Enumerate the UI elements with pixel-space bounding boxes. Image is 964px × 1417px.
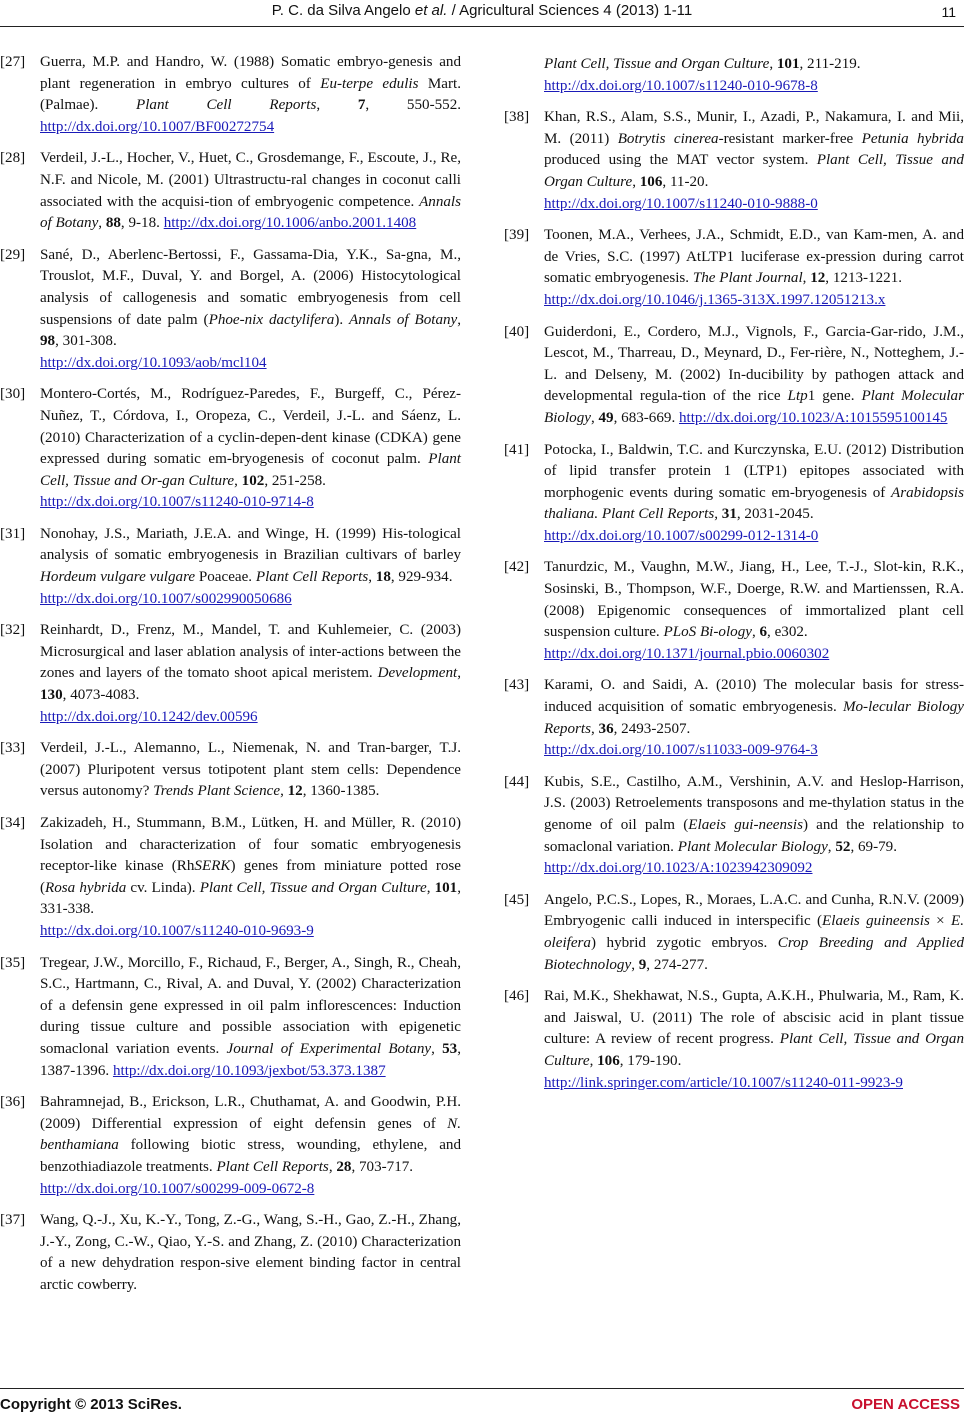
reference-link[interactable]: http://link.springer.com/article/10.1007/s11240-011-9923-9 bbox=[544, 1074, 903, 1091]
reference-separator: , bbox=[316, 97, 358, 114]
reference-separator: , bbox=[280, 783, 288, 800]
reference-volume: 7 bbox=[357, 97, 366, 114]
footer-rule bbox=[0, 1388, 964, 1389]
reference-journal: Plant Molecular Biology bbox=[677, 838, 828, 855]
reference-volume: 18 bbox=[375, 569, 391, 586]
reference-text: produced using the MAT vector system. bbox=[544, 152, 817, 169]
reference-item bbox=[0, 384, 461, 514]
reference-pages: , 683-669. bbox=[613, 409, 679, 426]
reference-authors: Nonohay, J.S., Mariath, J.E.A. and Winge, H. (1999) His-tological analysis of somatic embryogenesis in Brazilian cultivars of barley bbox=[40, 525, 461, 564]
reference-pages: , 9-18. bbox=[120, 215, 164, 232]
reference-pages: , 550-552. bbox=[365, 97, 462, 114]
reference-separator: , bbox=[590, 720, 599, 737]
reference-journal: Plant Cell, Tissue and Or-gan Culture bbox=[40, 451, 461, 489]
reference-journal: Plant Cell, Tissue and Organ Culture bbox=[544, 152, 964, 190]
reference-item bbox=[504, 557, 964, 665]
reference-text: cv. Linda). bbox=[126, 879, 200, 896]
reference-volume: 106 bbox=[597, 1052, 620, 1069]
reference-item bbox=[0, 813, 461, 943]
reference-item bbox=[504, 675, 964, 761]
reference-37-continuation: Plant Cell, Tissue and Organ Culture, 101, 211-219. http://dx.doi.org/10.1007/s11240-010-9678-8 bbox=[544, 56, 861, 94]
reference-number: [42] bbox=[504, 559, 530, 576]
reference-italic-term: E. oleifera bbox=[544, 913, 964, 951]
reference-number: [27] bbox=[0, 54, 26, 70]
page-number: 11 bbox=[941, 4, 956, 20]
reference-item bbox=[504, 986, 964, 1094]
reference-pages: , e302. bbox=[767, 624, 808, 641]
reference-journal: Plant Cell Reports bbox=[216, 1158, 329, 1175]
reference-volume: 31 bbox=[721, 506, 737, 523]
reference-separator: , bbox=[589, 1052, 598, 1069]
reference-number: [41] bbox=[504, 441, 530, 458]
reference-link[interactable]: http://dx.doi.org/10.1007/s11240-010-9888-0 bbox=[544, 195, 818, 212]
reference-item bbox=[0, 738, 461, 803]
reference-authors: Sané, D., Aberlenc-Bertossi, F., Gassama-Dia, Y.K., Sa-gna, M., Trouslot, M.F., Duval, Y. and Borgel, A. (2006) Histocytological analysis of callogenesis and somatic embryogenesis from cell suspensions of date palm ( bbox=[40, 246, 461, 328]
reference-authors: Reinhardt, D., Frenz, M., Mandel, T. and Kuhlemeier, C. (2003) Microsurgical and laser ablation analysis of inter-actions between the zones and layers of the tomato shoot apical meristem. bbox=[40, 622, 461, 682]
reference-authors: Verdeil, J.-L., Alemanno, L., Niemenak, N. and Tran-barger, T.J. (2007) Pluripotent versus totipotent plant stem cells: Dependence versus autonomy? bbox=[40, 740, 461, 800]
reference-separator: , bbox=[426, 879, 435, 896]
header-rule bbox=[0, 26, 964, 27]
reference-number: [37] bbox=[0, 1212, 26, 1229]
reference-item bbox=[504, 772, 964, 880]
reference-volume: 101 bbox=[434, 879, 458, 896]
reference-item bbox=[0, 620, 461, 728]
reference-pages: , 2493-2507. bbox=[613, 720, 691, 737]
reference-journal: Plant Cell Reports bbox=[136, 97, 317, 114]
reference-separator: , bbox=[632, 173, 640, 190]
reference-text: Poaceae. bbox=[195, 569, 256, 586]
reference-pages: , 1387-1396. bbox=[40, 1040, 461, 1079]
reference-authors: Bahramnejad, B., Erickson, L.R., Chuthamat, A. and Goodwin, P.H. (2009) Differential expression of eight defensin genes of bbox=[40, 1094, 461, 1132]
reference-text: 1 gene. bbox=[807, 388, 862, 405]
reference-number: [35] bbox=[0, 954, 26, 971]
reference-italic-term: Eu-terpe edulis bbox=[320, 75, 419, 92]
reference-number: [39] bbox=[504, 227, 530, 244]
reference-authors: Kubis, S.E., Castilho, A.M., Vershinin, A.V. and Heslop-Harrison, J.S. (2003) Retroelements transposons and me-thylation status in the genome of oil palm ( bbox=[544, 773, 964, 833]
reference-item bbox=[504, 225, 964, 311]
reference-link[interactable]: http://dx.doi.org/10.1007/s002990050686 bbox=[40, 590, 292, 607]
reference-text: ) genes from miniature potted rose ( bbox=[40, 858, 461, 896]
reference-authors: Tregear, J.W., Morcillo, F., Richaud, F., Berger, A., Singh, R., Cheah, S.C., Hartmann, C., Rival, A. and Duval, Y. (2002) Characterization of a defensin gene expressed in oil palm inflorescences: Induction during tissue culture and possible association with epigenetic somaclonal variation events. bbox=[40, 954, 461, 1057]
reference-journal: Annals of Botany bbox=[40, 193, 461, 232]
reference-separator: , bbox=[457, 311, 462, 328]
reference-number: [43] bbox=[504, 677, 530, 694]
reference-italic-term: N. benthamiana bbox=[40, 1115, 461, 1154]
reference-authors: Angelo, P.C.S., Lopes, R., Moraes, L.A.C. and Cunha, R.N.V. (2009) Embryogenic calli induced in interspecific ( bbox=[544, 891, 964, 930]
reference-journal: Mo-lecular Biology Reports bbox=[544, 699, 964, 737]
reference-authors: Tanurdzic, M., Vaughn, M.W., Jiang, H., Lee, T.-J., Slot-kin, R.K., Sosinski, B., Thompson, W.F., Doerge, R.W. and Martienssen, R.A. (2008) Epigenomic consequences of immortalized plant cell suspension culture. bbox=[544, 559, 964, 641]
reference-separator: , bbox=[431, 1040, 443, 1057]
reference-text: following biotic stress, wounding, ethylene, and benzothiadiazole treatments. bbox=[40, 1137, 461, 1175]
reference-volume: 130 bbox=[40, 687, 63, 704]
reference-journal: Plant Cell Reports bbox=[255, 569, 369, 586]
reference-pages: , 69-79. bbox=[850, 838, 897, 855]
reference-link[interactable]: http://dx.doi.org/10.1006/anbo.2001.1408 bbox=[163, 215, 417, 232]
reference-link[interactable]: http://dx.doi.org/10.1242/dev.00596 bbox=[40, 708, 258, 725]
reference-link[interactable]: http://dx.doi.org/10.1023/A:1023942309092 bbox=[544, 860, 813, 877]
reference-number: [44] bbox=[504, 773, 530, 790]
reference-number: [31] bbox=[0, 525, 26, 542]
reference-separator: , bbox=[457, 665, 461, 682]
reference-italic-term: SERK bbox=[194, 858, 231, 875]
reference-volume: 102 bbox=[241, 472, 265, 489]
reference-number: [29] bbox=[0, 246, 26, 263]
reference-pages: , 1360-1385. bbox=[302, 783, 380, 800]
reference-journal: Plant Cell, Tissue and Organ Culture bbox=[199, 879, 427, 896]
reference-item bbox=[0, 245, 461, 375]
reference-item bbox=[0, 52, 461, 138]
reference-italic-term: Petunia hybrida bbox=[861, 130, 964, 147]
reference-journal: Plant Cell Reports bbox=[601, 506, 715, 523]
reference-authors: Guiderdoni, E., Cordero, M.J., Vignols, F., Garcia-Gar-rido, J.M., Lescot, M., Tharreau, D., Meynard, D., Fer-rière, N., Notteghem, J.-L. and Delseny, M. (2002) In-ducibility by pathogen attack and developmental regula-tion of the rice bbox=[544, 323, 964, 405]
reference-separator: , bbox=[590, 409, 599, 426]
reference-number: [38] bbox=[504, 109, 530, 126]
reference-authors: Montero-Cortés, M., Rodríguez-Paredes, F., Burgeff, C., Pérez-Nuñez, T., Córdova, I., Oropeza, C., Verdeil, J.-L. and Sáenz, L. (2010) Characterization of a cyclin-depen-dent kinase (CDKA) gene expressed during somatic em-bryogenesis of coconut palm. bbox=[40, 386, 461, 468]
running-title: P. C. da Silva Angelo et al. / Agricultural Sciences 4 (2013) 1-11 bbox=[271, 2, 693, 19]
reference-separator: , bbox=[802, 270, 811, 287]
reference-authors: Wang, Q.-J., Xu, K.-Y., Tong, Z.-G., Wang, S.-H., Gao, Z.-H., Zhang, J.-Y., Zong, C.-W., Qiao, Y.-S. and Zhang, Z. (2010) Characterization of a new dehydration respon-sive element binding factor in central arctic cowberry. bbox=[40, 1212, 461, 1293]
reference-pages: , 2031-2045. bbox=[736, 506, 814, 523]
reference-link[interactable]: http://dx.doi.org/10.1007/s00299-009-0672-8 bbox=[40, 1180, 315, 1197]
reference-item bbox=[0, 953, 461, 1083]
reference-pages: , 929-934. bbox=[390, 569, 453, 586]
reference-number: [30] bbox=[0, 386, 26, 403]
reference-authors: Verdeil, J.-L., Hocher, V., Huet, C., Grosdemange, F., Escoute, J., Re, N.F. and Nicole, M. (2001) Ultrastructu-ral changes in coconut calli associated with the acquisi-tion of embryogenic competence. bbox=[40, 150, 461, 210]
reference-item bbox=[504, 890, 964, 976]
reference-pages: , 301-308. bbox=[55, 333, 117, 350]
reference-pages: , 179-190. bbox=[619, 1052, 682, 1069]
reference-journal: Plant Molecular Biology bbox=[544, 388, 964, 426]
reference-pages: , 331-338. bbox=[40, 879, 461, 918]
reference-volume: 106 bbox=[639, 173, 663, 190]
reference-separator: , bbox=[234, 472, 242, 489]
reference-pages: , 1213-1221. bbox=[825, 270, 903, 287]
reference-text: Mart. (Palmae). bbox=[40, 75, 461, 114]
reference-italic-term: Hordeum vulgare vulgare bbox=[40, 569, 196, 586]
reference-volume: 49 bbox=[598, 409, 614, 426]
reference-volume: 98 bbox=[40, 333, 56, 350]
reference-separator: , bbox=[98, 215, 106, 232]
reference-authors: Guerra, M.P. and Handro, W. (1988) Somatic embryo-genesis and plant regeneration in embryo cultures of bbox=[40, 54, 461, 92]
reference-link[interactable]: http://dx.doi.org/10.1007/s11240-010-9714-8 bbox=[40, 494, 314, 511]
right-column bbox=[504, 54, 964, 1104]
right-reference-list bbox=[504, 107, 964, 1094]
reference-item bbox=[0, 1092, 461, 1200]
reference-pages: , 274-277. bbox=[646, 956, 708, 973]
reference-link[interactable]: http://dx.doi.org/10.1007/s00299-012-1314-0 bbox=[544, 527, 819, 544]
reference-pages: , 4073-4083. bbox=[62, 687, 140, 704]
reference-authors: Karami, O. and Saidi, A. (2010) The molecular basis for stress-induced acquisition of somatic embryogenesis. bbox=[544, 677, 964, 716]
reference-italic-term: Rosa hybrida bbox=[45, 879, 127, 896]
reference-authors: Zakizadeh, H., Stummann, B.M., Lütken, H. and Müller, R. (2010) Isolation and characterization of four somatic embryogenesis receptor-like kinase (Rh bbox=[40, 815, 461, 875]
reference-link[interactable]: http://dx.doi.org/10.1093/aob/mcl104 bbox=[40, 354, 267, 371]
reference-number: [36] bbox=[0, 1094, 26, 1111]
reference-number: [46] bbox=[504, 988, 530, 1005]
reference-number: [45] bbox=[504, 891, 530, 908]
reference-journal: The Plant Journal bbox=[692, 270, 803, 287]
reference-number: [40] bbox=[504, 323, 530, 340]
reference-link[interactable]: http://dx.doi.org/10.1371/journal.pbio.0060302 bbox=[544, 645, 830, 662]
reference-text: ) and the relationship to somaclonal variation. bbox=[544, 817, 964, 855]
reference-link[interactable]: http://dx.doi.org/10.1093/jexbot/53.373.1387 bbox=[112, 1062, 386, 1079]
reference-separator: , bbox=[368, 569, 376, 586]
reference-item bbox=[504, 107, 964, 215]
reference-text: ) hybrid zygotic embryos. bbox=[590, 934, 778, 951]
reference-authors: Toonen, M.A., Verhees, J.A., Schmidt, E.D., van Kam-men, A. and de Vries, S.C. (1997) AtLTP1 luciferase ex-pression during carrot somatic embryogenesis. bbox=[544, 227, 964, 287]
reference-italic-term: Elaeis gui-neensis bbox=[688, 817, 803, 833]
reference-volume: 12 bbox=[810, 270, 826, 287]
reference-authors: Potocka, I., Baldwin, T.C. and Kurczynska, E.U. (2012) Distribution of lipid transfer protein 1 (LTP1) epitopes associated with morphogenic events during somatic em-bryogenesis of bbox=[544, 441, 964, 501]
reference-volume: 28 bbox=[336, 1158, 352, 1175]
reference-item bbox=[0, 1210, 461, 1296]
reference-volume: 88 bbox=[105, 215, 121, 232]
reference-text: ). bbox=[334, 311, 350, 328]
page-header bbox=[0, 0, 964, 26]
reference-item bbox=[0, 524, 461, 610]
reference-italic-term: Phoe-nix dactylifera bbox=[208, 311, 335, 328]
reference-journal: Annals of Botany bbox=[349, 311, 458, 328]
reference-pages: , 11-20. bbox=[662, 173, 709, 190]
reference-link[interactable]: http://dx.doi.org/10.1023/A:1015595100145 bbox=[679, 409, 948, 426]
reference-item bbox=[504, 322, 964, 430]
reference-separator: , bbox=[751, 624, 760, 641]
reference-italic-term: Elaeis guineensis bbox=[822, 913, 930, 930]
reference-journal: Development bbox=[377, 665, 458, 682]
reference-text: -resistant marker-free bbox=[718, 130, 862, 147]
reference-text: × bbox=[929, 913, 951, 930]
reference-link[interactable]: http://dx.doi.org/10.1007/s11033-009-9764-3 bbox=[544, 742, 818, 759]
reference-authors: Khan, R.S., Alam, S.S., Munir, I., Azadi, P., Nakamura, I. and Mii, M. (2011) bbox=[544, 109, 964, 147]
reference-italic-term: Botrytis cinerea bbox=[617, 130, 719, 147]
reference-volume: 36 bbox=[598, 720, 614, 737]
reference-link[interactable]: http://dx.doi.org/10.1007/s11240-010-9678-8 bbox=[544, 77, 818, 94]
reference-volume: 6 bbox=[759, 624, 768, 641]
reference-volume: 9 bbox=[638, 956, 647, 973]
reference-pages: , 703-717. bbox=[351, 1158, 414, 1175]
copyright-notice: Copyright © 2013 SciRes. bbox=[0, 1396, 182, 1413]
reference-number: [28] bbox=[0, 150, 26, 167]
open-access-label: OPEN ACCESS bbox=[851, 1396, 960, 1413]
reference-italic-term: Arabidopsis thaliana. bbox=[544, 484, 964, 523]
reference-volume: 53 bbox=[442, 1040, 458, 1057]
reference-volume: 12 bbox=[287, 783, 303, 800]
reference-authors: Rai, M.K., Shekhawat, N.S., Gupta, A.K.H., Phulwaria, M., Ram, K. and Jaiswal, U. (2011) The role of abscisic acid in plant tissue culture: A review of recent progress. bbox=[544, 988, 964, 1048]
reference-separator: , bbox=[328, 1158, 337, 1175]
reference-journal: Crop Breeding and Applied Biotechnology bbox=[544, 934, 964, 973]
reference-number: [33] bbox=[0, 740, 26, 757]
reference-journal: Journal of Experimental Botany bbox=[226, 1040, 432, 1057]
reference-pages: , 251-258. bbox=[264, 472, 326, 489]
reference-volume: 52 bbox=[835, 838, 851, 855]
reference-journal: PLoS Bi-ology bbox=[663, 624, 752, 641]
reference-link[interactable]: http://dx.doi.org/10.1007/BF00272754 bbox=[40, 118, 275, 135]
left-column bbox=[0, 52, 461, 1306]
reference-separator: , bbox=[714, 506, 722, 523]
reference-number: [32] bbox=[0, 622, 26, 639]
reference-separator: , bbox=[631, 956, 639, 973]
reference-journal: Trends Plant Science bbox=[153, 783, 281, 800]
reference-item bbox=[504, 440, 964, 548]
reference-italic-term: Ltp bbox=[787, 388, 808, 405]
reference-link[interactable]: http://dx.doi.org/10.1046/j.1365-313X.1997.12051213.x bbox=[544, 291, 886, 308]
reference-link[interactable]: http://dx.doi.org/10.1007/s11240-010-9693-9 bbox=[40, 922, 314, 939]
reference-item bbox=[0, 148, 461, 234]
reference-separator: , bbox=[827, 838, 836, 855]
reference-journal: Plant Cell, Tissue and Organ Culture bbox=[544, 1031, 964, 1069]
reference-number: [34] bbox=[0, 815, 26, 831]
